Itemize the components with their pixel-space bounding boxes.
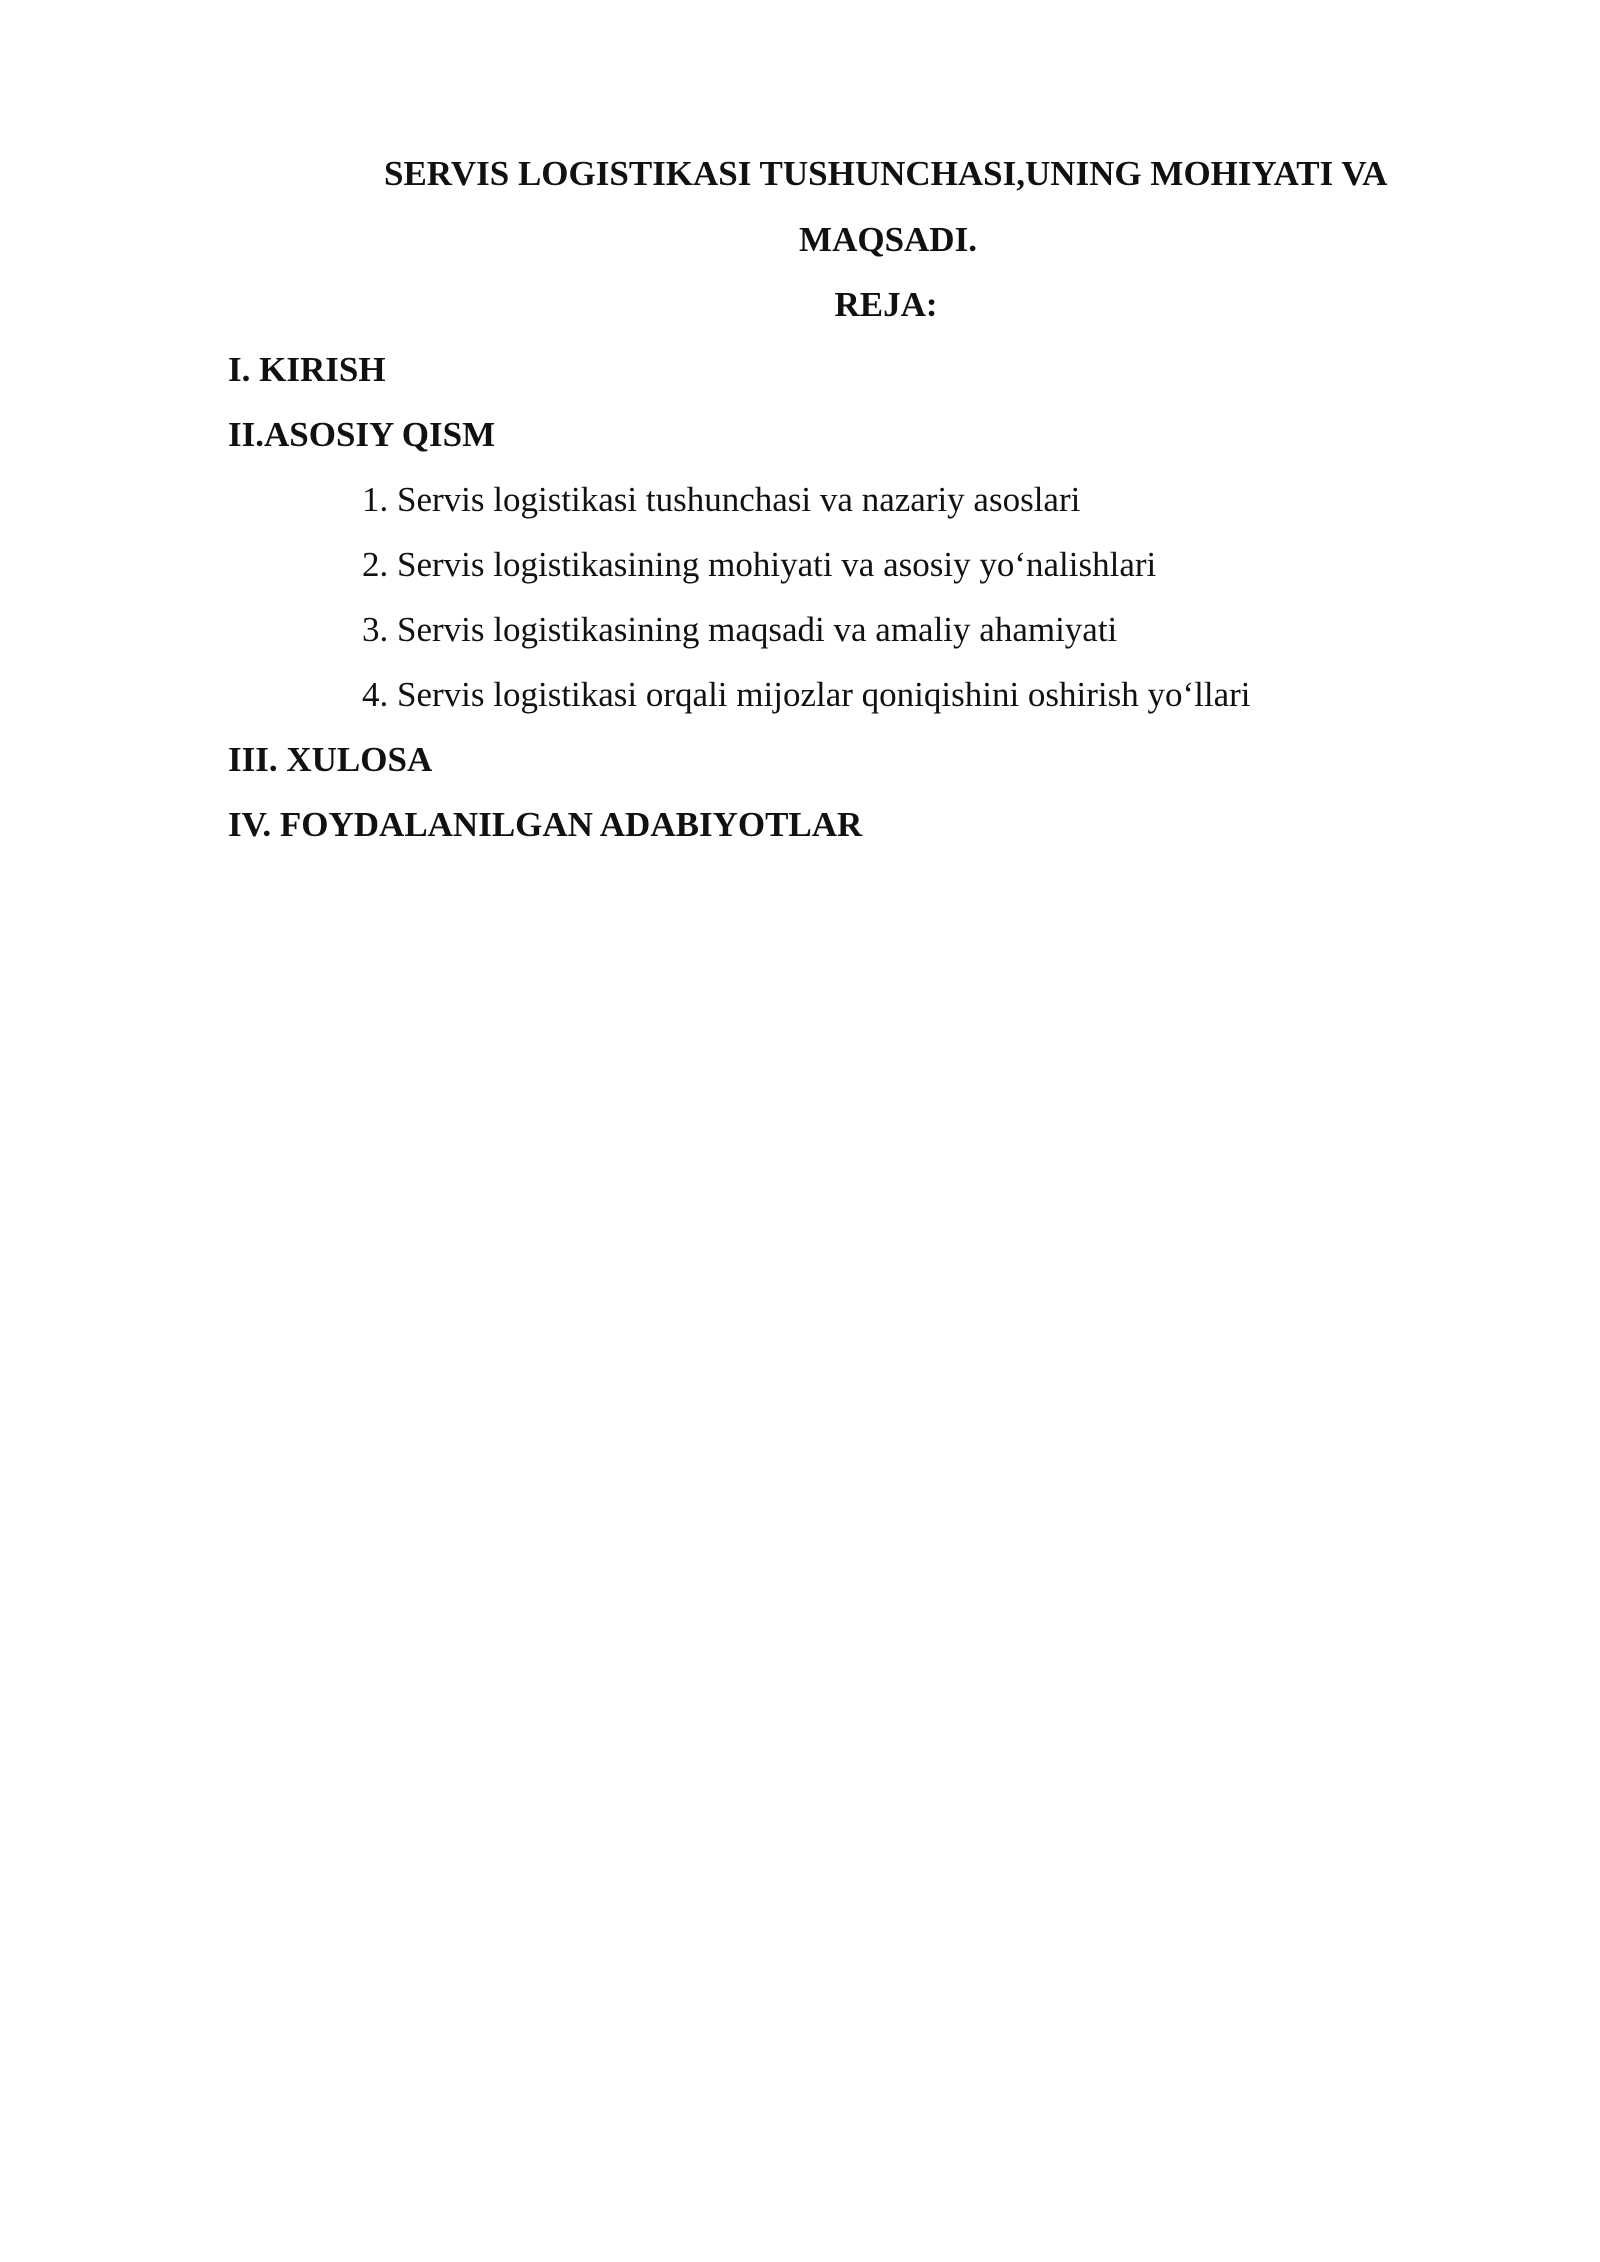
document-title-line-1: SERVIS LOGISTIKASI TUSHUNCHASI,UNING MOHIYATI VA xyxy=(384,154,1388,193)
plan-outline xyxy=(228,348,1251,868)
outline-item: 2. Servis logistikasining mohiyati va asosiy yo‘nalishlari xyxy=(362,545,1157,584)
outline-section-references: IV. FOYDALANILGAN ADABIYOTLAR xyxy=(228,805,863,844)
document-title-line-2: MAQSADI. xyxy=(799,220,977,259)
outline-section-main-part: II.ASOSIY QISM xyxy=(228,415,496,454)
outline-section-conclusion: III. XULOSA xyxy=(228,740,433,779)
outline-item: 3. Servis logistikasining maqsadi va amaliy ahamiyati xyxy=(362,610,1118,649)
plan-heading: REJA: xyxy=(834,285,938,324)
outline-section-introduction: I. KIRISH xyxy=(228,350,386,389)
outline-item: 4. Servis logistikasi orqali mijozlar qoniqishini oshirish yo‘llari xyxy=(362,675,1251,714)
outline-item: 1. Servis logistikasi tushunchasi va nazariy asoslari xyxy=(362,480,1081,519)
